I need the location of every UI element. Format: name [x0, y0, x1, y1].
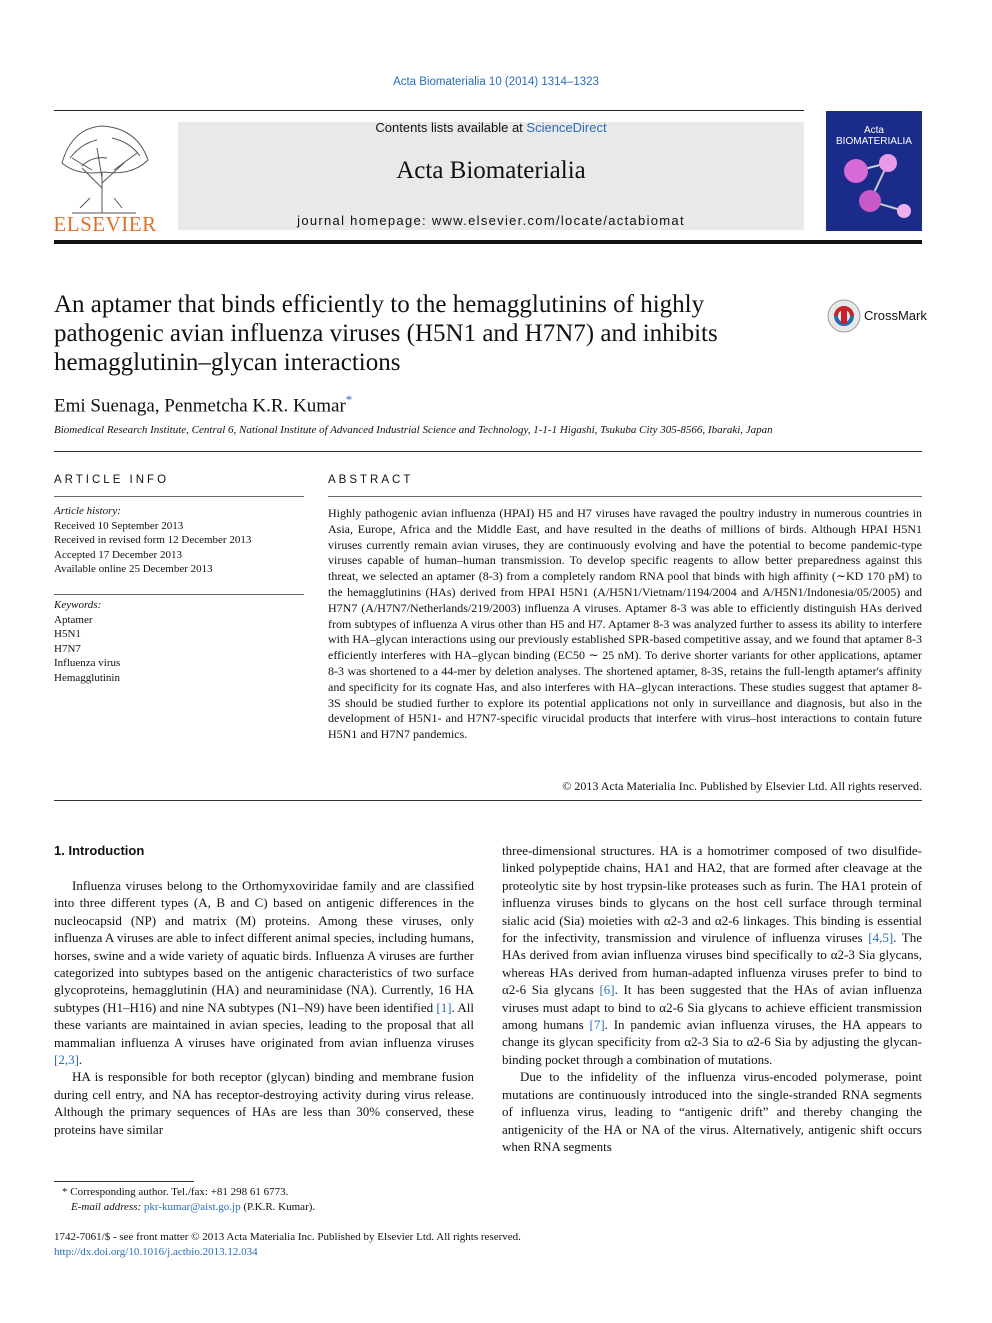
keyword-item: Aptamer: [54, 613, 93, 626]
corresponding-text: Corresponding author. Tel./fax: +81 298 61 6773.: [70, 1186, 289, 1198]
body-column-right: [502, 842, 922, 1155]
keyword-item: Influenza virus: [54, 657, 121, 669]
paragraph-text: . It has been suggested that the HAs of avian influenza viruses must adapt to bind to α2-6 Sia glycans to achieve efficient transmission among humans: [502, 982, 923, 1033]
abstract-bottom-rule: [54, 800, 922, 801]
section-heading-introduction: 1. Introduction: [54, 843, 145, 858]
contents-line: [178, 120, 804, 135]
corresponding-author-note: [62, 1185, 315, 1200]
citation-link[interactable]: [7]: [589, 1017, 605, 1033]
contents-prefix: Contents lists available at: [375, 120, 527, 135]
citation-link[interactable]: [6]: [599, 982, 615, 998]
abstract-rule: [328, 496, 922, 497]
body-paragraph: Due to the infidelity of the influenza virus-encoded polymerase, point mutations are continuously introduced into the single-stranded RNA segments of influenza virus, leading to “antigenic drift” and thereby changing the antigenicity of the HA or NA of the virus. Alternatively, antigenic shift occurs when RNA segments: [502, 1069, 922, 1154]
email-link[interactable]: pkr-kumar@aist.go.jp: [143, 1200, 241, 1213]
citation-link[interactable]: [4,5]: [868, 930, 894, 946]
article-info-rule: [54, 496, 304, 497]
body-paragraph: HA is responsible for both receptor (glycan) binding and membrane fusion during cell entry, and NA has receptor-destroying activity during virus release. Although the primary sequences of HAs are less than 30% conserved, these proteins have similar: [54, 1069, 474, 1137]
issn-doi-block: [54, 1230, 521, 1259]
paragraph-text: three-dimensional structures. HA is a homotrimer composed of two disulfide-linked polypeptide chains, HA1 and HA2, that are formed after cleavage at the proteolytic site by host trypsin-like proteases such as furin. The HA1 protein of influenza viruses binds to glycans on the host cell surface through terminal sialic acid (Sia) moieties with α2-3 and α2-6 linkages. This binding is essential for the infectivity, transmission and virulence of influenza viruses: [502, 843, 922, 946]
abstract-text: [328, 506, 922, 743]
crossmark-label[interactable]: CrossMark: [864, 308, 927, 323]
corresponding-author-mark[interactable]: *: [345, 392, 353, 407]
paragraph-text: Influenza viruses belong to the Orthomyxoviridae family and are classified into three different types (A, B and C) based on antigenic differences in the nucleocapsid (NP) and matrix (M) proteins. Among these viruses, only influenza A viruses are able to infect different animal species, including humans, horses, swine and a wide variety of aquatic birds. Influenza A viruses are further categorized into subtypes based on the antigenic characteristics of two surface glycoproteins, hemagglutinin (HA) and neuraminidase (NA). Currently, 16 HA subtypes (H1–H16) and nine NA subtypes (N1–N9) have been identified: [54, 878, 474, 1015]
author-list: [54, 392, 352, 417]
issn-line: 1742-7061/$ - see front matter © 2013 Acta Materialia Inc. Published by Elsevier Ltd. All rights reserved.: [54, 1231, 521, 1243]
keywords-label: Keywords:: [54, 599, 102, 611]
header-rule-bottom: [54, 240, 922, 244]
paragraph-text: . In pandemic avian influenza viruses, the HA appears to change its glycan specificity from α2-3 Sia to α2-6 Sia by adjusting the glycan-binding pocket through a combination of mutations.: [502, 1017, 923, 1067]
sciencedirect-link[interactable]: ScienceDirect: [526, 120, 607, 135]
cover-molecule-art: [826, 111, 922, 231]
journal-name: Acta Biomaterialia: [396, 157, 586, 184]
history-received: Received 10 September 2013: [54, 519, 184, 532]
elsevier-wordmark: ELSEVIER: [53, 212, 157, 236]
body-paragraph: Influenza viruses belong to the Orthomyxoviridae family and are classified into three different types (A, B and C) based on antigenic differences in the nucleocapsid (NP) and matrix (M) proteins. Among these viruses, only influenza A viruses are able to infect different animal species, including humans, horses, swine and a wide variety of aquatic birds. Influenza A viruses are further categorized into subtypes based on the antigenic characteristics of two surface glycoproteins, hemagglutinin (HA) and neuraminidase (NA). Currently, 16 HA subtypes (H1–H16) and nine NA subtypes (N1–N9) have been identified [1]. All these variants are maintained in avian species, leading to the proposal that all mammalian influenza A viruses have originated from avian influenza viruses [2,3].: [54, 878, 474, 1068]
doi-link[interactable]: http://dx.doi.org/10.1016/j.actbio.2013.12.034: [54, 1245, 258, 1258]
history-accepted: Accepted 17 December 2013: [54, 548, 182, 561]
keywords: [54, 598, 120, 685]
journal-homepage[interactable]: journal homepage: www.elsevier.com/locate/actabiomat: [297, 213, 685, 228]
email-label: E-mail address:: [71, 1200, 142, 1213]
article-history: [54, 504, 251, 577]
history-online: Available online 25 December 2013: [54, 563, 213, 575]
abstract-paragraph: Highly pathogenic avian influenza (HPAI) H5 and H7 viruses have ravaged the poultry industry in numerous countries in Asia, Europe, Africa and the Middle East, and have resulted in the deaths of millions of birds. Although HPAI H5N1 viruses currently remain avian viruses, they are continuously evolving and have the potential to become pandemic-type viruses capable of human–human transmission. To develop specific reagents to allow better preparedness against this threat, we selected an aptamer (8-3) from a completely random RNA pool that binds with high affinity (∼KD 170 pM) to the hemagglutinins (HAs) derived from HPAI H5N1 (A/H5N1/Vietnam/1194/2004 and A/H5N1/Indonesia/05/2005) and H7N7 (A/H7N7/Netherlands/219/2003) influenza A viruses. Aptamer 8-3 was able to efficiently distinguish HAs derived from subtypes of influenza A virus other than H5 and H7. Aptamer 8-3 was analyzed further to assess its ability to interfere with HA–glycan interactions using our previously established SPR-based competitive assay, and we found that aptamer 8-3 efficiently interferes with HA–glycan binding (EC50 ∼ 25 nM). To derive shorter variants for other applications, aptamer 8-3 was shortened to a 44-mer by deletion analyses. The shortened aptamer, 8-3S, retains the full-length aptamer's affinity and specificity for its cognate Has, and also interferes with HA–glycan interactions. These studies suggest that aptamer 8-3S should be studied further to explore its potential applications not only in surveillance and diagnosis, but also in the development of H5N1- and H7N7-specific virucidal products that interfere with virus–host interactions to contain future H5N1 and H7N7 pandemics.: [328, 506, 922, 742]
journal-citation[interactable]: Acta Biomaterialia 10 (2014) 1314–1323: [393, 76, 599, 88]
abstract-heading: ABSTRACT: [328, 474, 414, 486]
article-title: An aptamer that binds efficiently to the hemagglutinins of highly pathogenic avian influenza viruses (H5N1 and H7N7) and inhibits hemagglutinin–glycan interactions: [54, 291, 718, 376]
paragraph-text: . The HAs derived from avian influenza viruses bind specifically to α2-3 Sia glycans, whereas HAs derived from human-adapted influenza viruses prefer to bind to α2-6 Sia glycans: [502, 930, 922, 998]
footnote-mark: *: [62, 1186, 68, 1198]
journal-cover-image[interactable]: [826, 111, 922, 231]
cover-title: Acta BIOMATERIALIA: [836, 125, 912, 147]
keywords-rule: [54, 594, 304, 595]
citation-link[interactable]: [1]: [436, 999, 452, 1015]
history-revised: Received in revised form 12 December 2013: [54, 534, 252, 546]
body-paragraph: [502, 842, 922, 1068]
footnote-rule: [54, 1181, 194, 1182]
history-label: Article history:: [54, 505, 121, 517]
paragraph-text: . All these variants are maintained in avian species, leading to the proposal that all mammalian influenza A viruses have originated from avian influenza viruses: [54, 999, 474, 1050]
footnote: [62, 1185, 315, 1214]
abstract-copyright: © 2013 Acta Materialia Inc. Published by Elsevier Ltd. All rights reserved.: [562, 779, 922, 793]
article-info-heading: ARTICLE INFO: [54, 474, 170, 486]
affiliation-rule: [54, 451, 922, 452]
email-suffix: (P.K.R. Kumar).: [240, 1200, 316, 1213]
keyword-item: H7N7: [54, 642, 81, 655]
authors-names: Emi Suenaga, Penmetcha K.R. Kumar: [54, 395, 346, 417]
body-column-left: [54, 877, 474, 1138]
citation-link[interactable]: [2,3]: [54, 1052, 79, 1068]
affiliation: Biomedical Research Institute, Central 6, National Institute of Advanced Industrial Science and Technology, 1-1-1 Higashi, Tsukuba City 305-8566, Ibaraki, Japan: [54, 424, 773, 436]
keyword-item: Hemagglutinin: [54, 671, 120, 684]
email-line: [62, 1200, 315, 1215]
header-rule-top: [54, 110, 804, 111]
keyword-item: H5N1: [54, 628, 81, 640]
